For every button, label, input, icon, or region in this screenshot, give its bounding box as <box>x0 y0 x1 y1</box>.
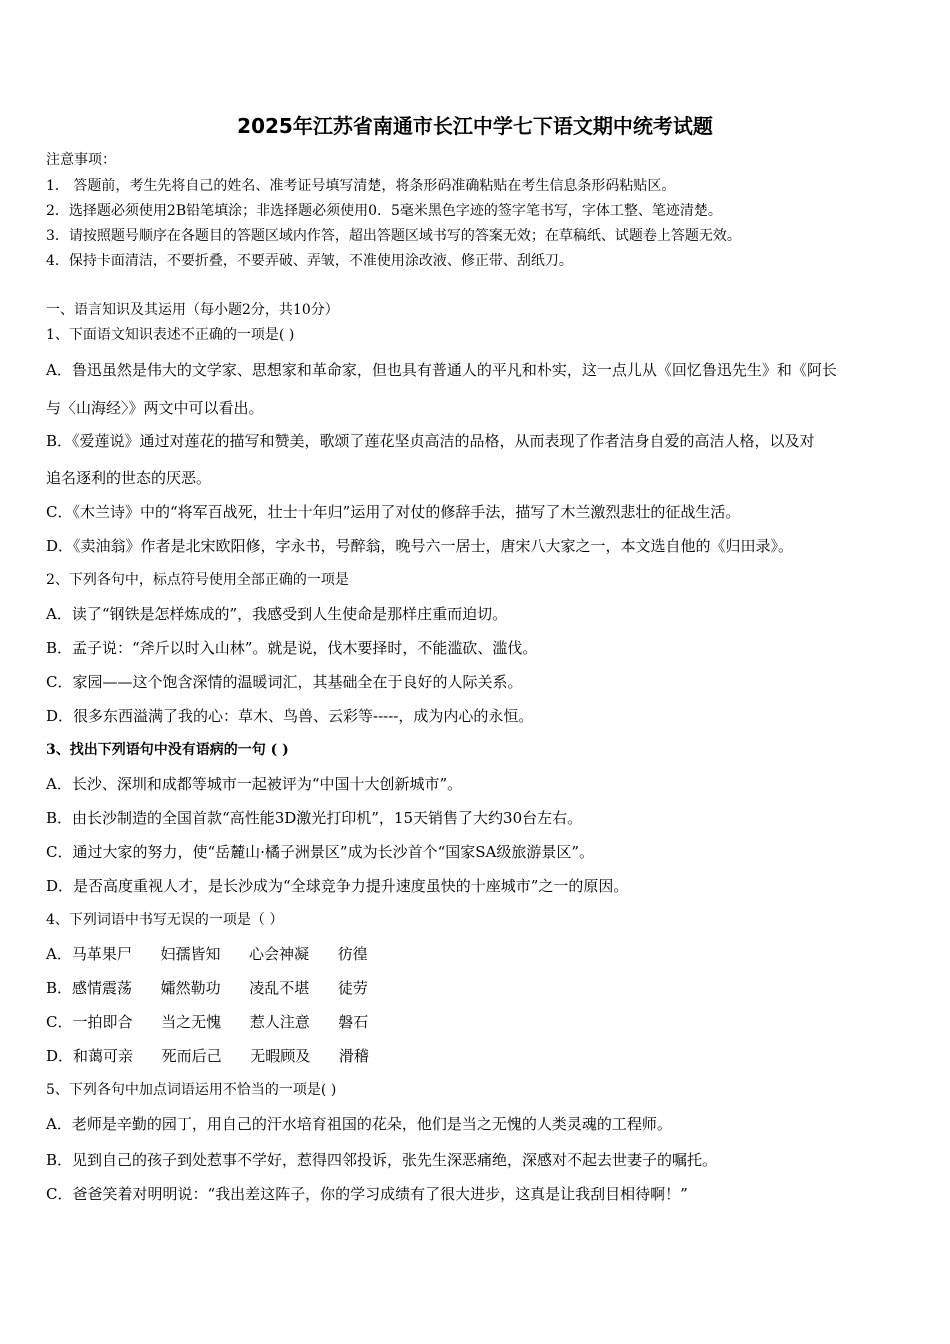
option: C．爸爸笑着对明明说：“我出差这阵子，你的学习成绩有了很大进步，这真是让我刮目相待啊！” <box>46 1185 688 1203</box>
option: D．《卖油翁》作者是北宋欧阳修，字永书，号醉翁，晚号六一居士，唐宋八大家之一，本文选自他的《归田录》。 <box>46 537 794 555</box>
option: D．很多东西溢满了我的心：草木、鸟兽、云彩等-----，成为内心的永恒。 <box>46 707 534 725</box>
option: D．和蔼可亲 死而后己 无暇顾及 滑稽 <box>46 1047 369 1065</box>
option: A．长沙、深圳和成都等城市一起被评为“中国十大创新城市”。 <box>46 775 463 793</box>
option: A．马革果尸 妇孺皆知 心会神凝 彷徨 <box>46 945 368 963</box>
option: A．老师是辛勤的园丁，用自己的汗水培育祖国的花朵，他们是当之无愧的人类灵魂的工程师。 <box>46 1115 672 1133</box>
option: C．家园——这个饱含深情的温暖词汇，其基础全在于良好的人际关系。 <box>46 673 523 691</box>
option: A．读了“钢铁是怎样炼成的”，我感受到人生使命是那样庄重而迫切。 <box>46 605 508 623</box>
question-stem: 2、下列各句中，标点符号使用全部正确的一项是 <box>46 572 349 588</box>
section-heading: 一、语言知识及其运用（每小题2分，共10分） <box>46 302 339 318</box>
notice-item: 4．保持卡面清洁，不要折叠，不要弄破、弄皱，不准使用涂改液、修正带、刮纸刀。 <box>46 253 573 269</box>
option: C．一拍即合 当之无愧 惹人注意 磐石 <box>46 1013 369 1031</box>
option: B．感情震荡 孀然勒功 凌乱不堪 徒劳 <box>46 979 368 997</box>
notice-item: 1． 答题前，考生先将自己的姓名、准考证号填写清楚，将条形码准确粘贴在考生信息条形码粘贴区。 <box>46 178 676 194</box>
notice-item: 3．请按照题号顺序在各题目的答题区域内作答，超出答题区域书写的答案无效；在草稿纸、试题卷上答题无效。 <box>46 228 741 244</box>
option: B．由长沙制造的全国首款“高性能3D激光打印机”，15天销售了大约30台左右。 <box>46 809 583 827</box>
option: 追名逐利的世态的厌恶。 <box>46 469 212 487</box>
question-stem: 3、找出下列语句中没有语病的一句 ( ) <box>46 742 289 758</box>
question-stem: 5、下列各句中加点词语运用不恰当的一项是( ) <box>46 1082 337 1098</box>
page-title: 2025年江苏省南通市长江中学七下语文期中统考试题 <box>237 114 713 138</box>
option: C．通过大家的努力，使“岳麓山·橘子洲景区”成为长沙首个“国家SA级旅游景区”。 <box>46 843 595 861</box>
notice-item: 2．选择题必须使用2B铅笔填涂；非选择题必须使用0．5毫米黑色字迹的签字笔书写，字体工整、笔迹清楚。 <box>46 203 722 219</box>
option: B．《爱莲说》通过对莲花的描写和赞美，歌颂了莲花坚贞高洁的品格，从而表现了作者洁身自爱的高洁人格，以及对 <box>46 432 815 450</box>
option: B．孟子说：“斧斤以时入山林”。就是说，伐木要择时，不能滥砍、滥伐。 <box>46 639 538 657</box>
option: C．《木兰诗》中的“将军百战死，壮士十年归”运用了对仗的修辞手法，描写了木兰激烈悲壮的征战生活。 <box>46 503 741 521</box>
option: 与〈山海经〉》两文中可以看出。 <box>46 399 264 417</box>
question-stem: 1、下面语文知识表述不正确的一项是( ) <box>46 327 295 343</box>
question-stem: 4、下列词语中书写无误的一项是（ ） <box>46 912 284 928</box>
option: D．是否高度重视人才，是长沙成为“全球竞争力提升速度虽快的十座城市”之一的原因。 <box>46 877 629 895</box>
option: B．见到自己的孩子到处惹事不学好，惹得四邻投诉，张先生深恶痛绝，深感对不起去世妻子的嘱托。 <box>46 1151 718 1169</box>
option: A．鲁迅虽然是伟大的文学家、思想家和革命家，但也具有普通人的平凡和朴实，这一点儿从《回忆鲁迅先生》和《阿长 <box>46 361 837 379</box>
notice-heading: 注意事项： <box>46 152 116 168</box>
